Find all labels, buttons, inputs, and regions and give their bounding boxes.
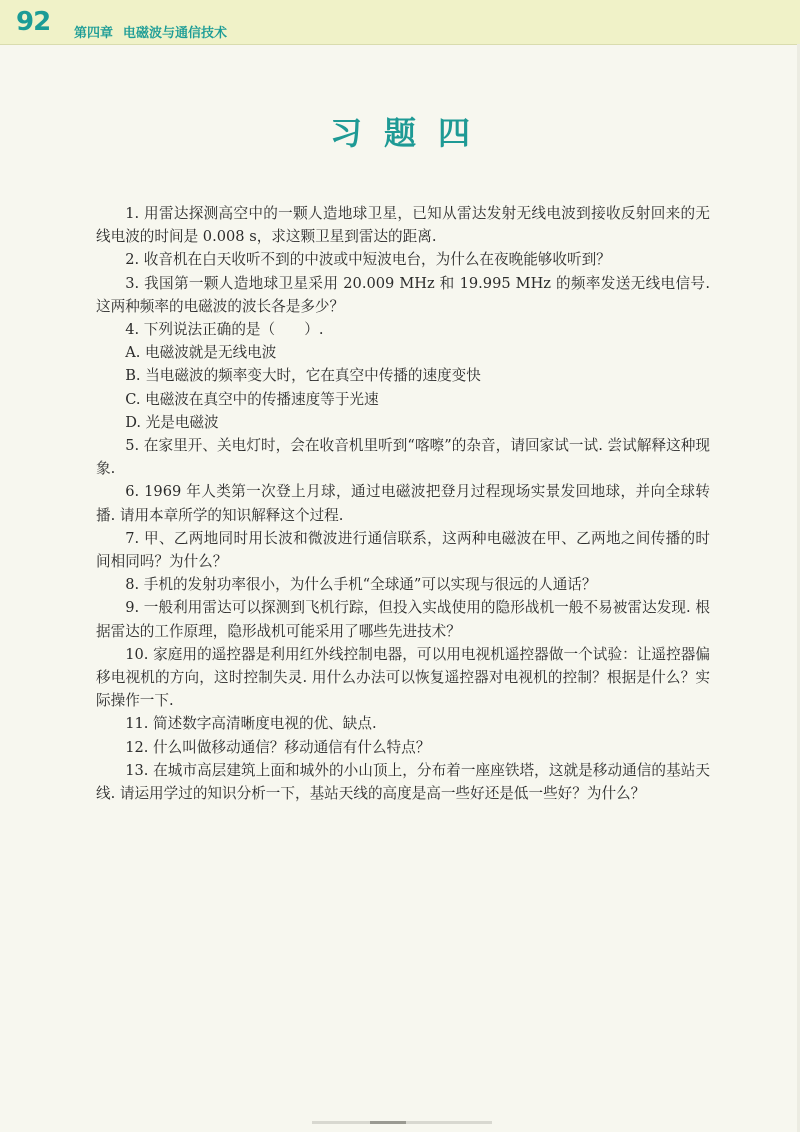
question-item: 12. 什么叫做移动通信？移动通信有什么特点？ [125,738,431,756]
question-item: 9. 一般利用雷达可以探测到飞机行踪，但投入实战使用的隐形战机一般不易被雷达发现. 根据雷达的工作原理，隐形战机可能采用了哪些先进技术？ [96,599,710,640]
page-header [0,0,800,45]
scroll-indicator-thumb [370,1121,406,1124]
exercise-title: 习题四 [329,114,492,152]
chapter-heading [74,22,227,41]
question-item: 3. 我国第一颗人造地球卫星采用 20.009 MHz 和 19.995 MHz 的频率发送无线电信号. 这两种频率的电磁波的波长各是多少？ [96,274,710,315]
question-item: 13. 在城市高层建筑上面和城外的小山顶上，分布着一座座铁塔，这就是移动通信的基站天线. 请运用学过的知识分析一下，基站天线的高度是高一些好还是低一些好？为什么？ [96,761,710,803]
chapter-title: 电磁波与通信技术 [123,26,228,41]
question-item: 8. 手机的发射功率很小，为什么手机“全球通”可以实现与很远的人通话？ [125,576,597,594]
question-item: 10. 家庭用的遥控器是利用红外线控制电器，可以用电视机遥控器做一个试验：让遥控器偏移电视机的方向，这时控制失灵. 用什么办法可以恢复遥控器对电视机的控制？根据是什么？实际操作一下. [96,645,710,710]
question-item: 2. 收音机在白天收听不到的中波或中短波电台，为什么在夜晚能够收听到？ [125,251,611,269]
question-item: 1. 用雷达探测高空中的一颗人造地球卫星，已知从雷达发射无线电波到接收反射回来的无线电波的时间是 0.008 s，求这颗卫星到雷达的距离. [96,205,710,246]
question-option: B. 当电磁波的频率变大时，它在真空中传播的速度变快 [125,367,481,385]
question-item: 11. 简述数字高清晰度电视的优、缺点. [125,715,377,733]
question-option: A. 电磁波就是无线电波 [125,344,277,362]
question-list [96,202,710,805]
question-option: C. 电磁波在真空中的传播速度等于光速 [125,390,379,408]
scroll-indicator [312,1121,492,1124]
chapter-label: 第四章 [74,26,114,41]
question-item: 6. 1969 年人类第一次登上月球，通过电磁波把登月过程现场实景发回地球，并向全球转播. 请用本章所学的知识解释这个过程. [96,483,710,524]
question-option: D. 光是电磁波 [125,413,219,431]
question-item: 4. 下列说法正确的是（ ）. [125,321,324,339]
question-item: 7. 甲、乙两地同时用长波和微波进行通信联系，这两种电磁波在甲、乙两地之间传播的时间相同吗？为什么？ [96,529,710,571]
page-number: 92 [16,7,51,37]
question-item: 5. 在家里开、关电灯时，会在收音机里听到“喀嚓”的杂音，请回家试一试. 尝试解释这种现象. [96,437,710,478]
